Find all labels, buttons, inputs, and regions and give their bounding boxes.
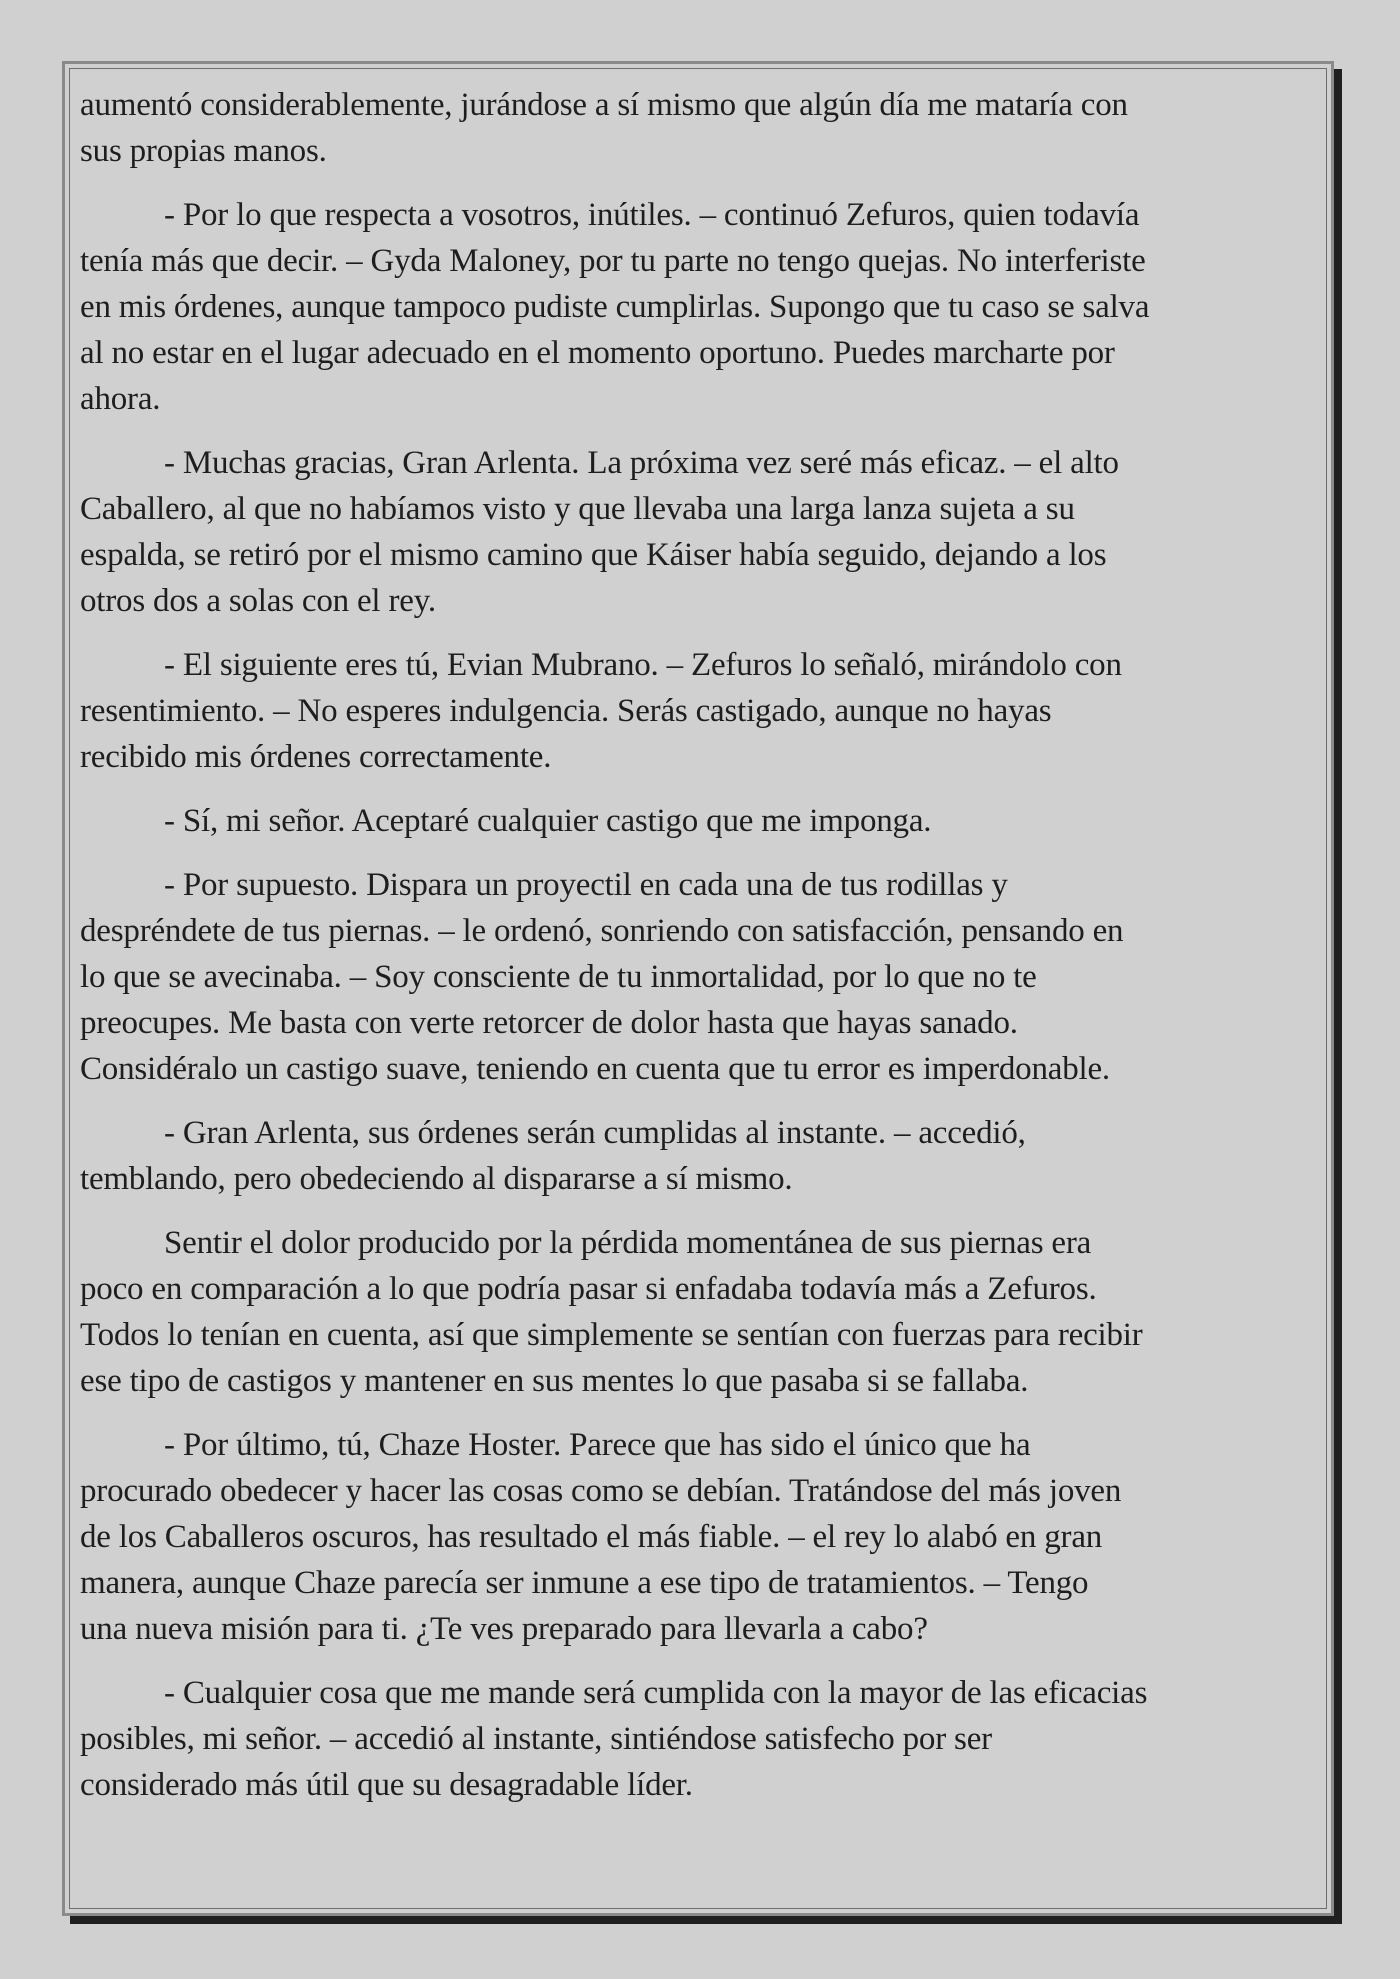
paragraph — [80, 1670, 1320, 1808]
text-line: ese tipo de castigos y mantener en sus mentes lo que pasaba si se fallaba. — [80, 1363, 1029, 1399]
paragraph — [80, 1110, 1320, 1202]
text-line: Considéralo un castigo suave, teniendo en cuenta que tu error es imperdonable. — [80, 1051, 1110, 1087]
text-line: poco en comparación a lo que podría pasar si enfadaba todavía más a Zefuros. — [80, 1271, 1097, 1307]
text-line: - Muchas gracias, Gran Arlenta. La próxima vez seré más eficaz. – el alto — [164, 445, 1119, 481]
text-line: otros dos a solas con el rey. — [80, 583, 436, 619]
text-line: posibles, mi señor. – accedió al instante, sintiéndose satisfecho por ser — [80, 1721, 992, 1757]
text-line: una nueva misión para ti. ¿Te ves preparado para llevarla a cabo? — [80, 1611, 928, 1647]
text-line: Sentir el dolor producido por la pérdida momentánea de sus piernas era — [164, 1225, 1092, 1261]
text-line: - Por lo que respecta a vosotros, inútiles. – continuó Zefuros, quien todavía — [164, 197, 1140, 233]
text-line: en mis órdenes, aunque tampoco pudiste cumplirlas. Supongo que tu caso se salva — [80, 289, 1150, 325]
text-line: manera, aunque Chaze parecía ser inmune a ese tipo de tratamientos. – Tengo — [80, 1565, 1089, 1601]
text-line: tenía más que decir. – Gyda Maloney, por tu parte no tengo quejas. No interferiste — [80, 243, 1146, 279]
text-line: despréndete de tus piernas. – le ordenó, sonriendo con satisfacción, pensando en — [80, 913, 1124, 949]
text-line: - Por supuesto. Dispara un proyectil en cada una de tus rodillas y — [164, 867, 1008, 903]
text-line: procurado obedecer y hacer las cosas como se debían. Tratándose del más joven — [80, 1473, 1122, 1509]
text-line: recibido mis órdenes correctamente. — [80, 739, 552, 775]
paragraph — [80, 1220, 1320, 1404]
text-line: considerado más útil que su desagradable líder. — [80, 1767, 693, 1803]
paragraph — [80, 862, 1320, 1092]
paragraph — [80, 192, 1320, 422]
paragraph — [80, 798, 1320, 844]
text-line: resentimiento. – No esperes indulgencia. Serás castigado, aunque no hayas — [80, 693, 1052, 729]
text-line: sus propias manos. — [80, 133, 327, 169]
text-line: aumentó considerablemente, jurándose a sí mismo que algún día me mataría con — [80, 87, 1128, 123]
paragraph — [80, 642, 1320, 780]
text-line: lo que se avecinaba. – Soy consciente de tu inmortalidad, por lo que no te — [80, 959, 1037, 995]
text-line: temblando, pero obedeciendo al dispararse a sí mismo. — [80, 1161, 793, 1197]
text-line: Todos lo tenían en cuenta, así que simplemente se sentían con fuerzas para recibir — [80, 1317, 1143, 1353]
text-line: al no estar en el lugar adecuado en el momento oportuno. Puedes marcharte por — [80, 335, 1115, 371]
text-line: Caballero, al que no habíamos visto y que llevaba una larga lanza sujeta a su — [80, 491, 1075, 527]
text-line: - El siguiente eres tú, Evian Mubrano. – Zefuros lo señaló, mirándolo con — [164, 647, 1122, 683]
paragraph — [80, 440, 1320, 624]
document-body — [80, 82, 1320, 1826]
text-line: - Por último, tú, Chaze Hoster. Parece que has sido el único que ha — [164, 1427, 1031, 1463]
text-line: - Cualquier cosa que me mande será cumplida con la mayor de las eficacias — [164, 1675, 1148, 1711]
text-line: ahora. — [80, 381, 161, 417]
paragraph — [80, 82, 1320, 174]
text-line: - Gran Arlenta, sus órdenes serán cumplidas al instante. – accedió, — [164, 1115, 1026, 1151]
text-line: de los Caballeros oscuros, has resultado el más fiable. – el rey lo alabó en gran — [80, 1519, 1103, 1555]
paragraph — [80, 1422, 1320, 1652]
text-line: - Sí, mi señor. Aceptaré cualquier castigo que me imponga. — [164, 803, 932, 839]
text-line: espalda, se retiró por el mismo camino que Káiser había seguido, dejando a los — [80, 537, 1107, 573]
text-line: preocupes. Me basta con verte retorcer de dolor hasta que hayas sanado. — [80, 1005, 1018, 1041]
